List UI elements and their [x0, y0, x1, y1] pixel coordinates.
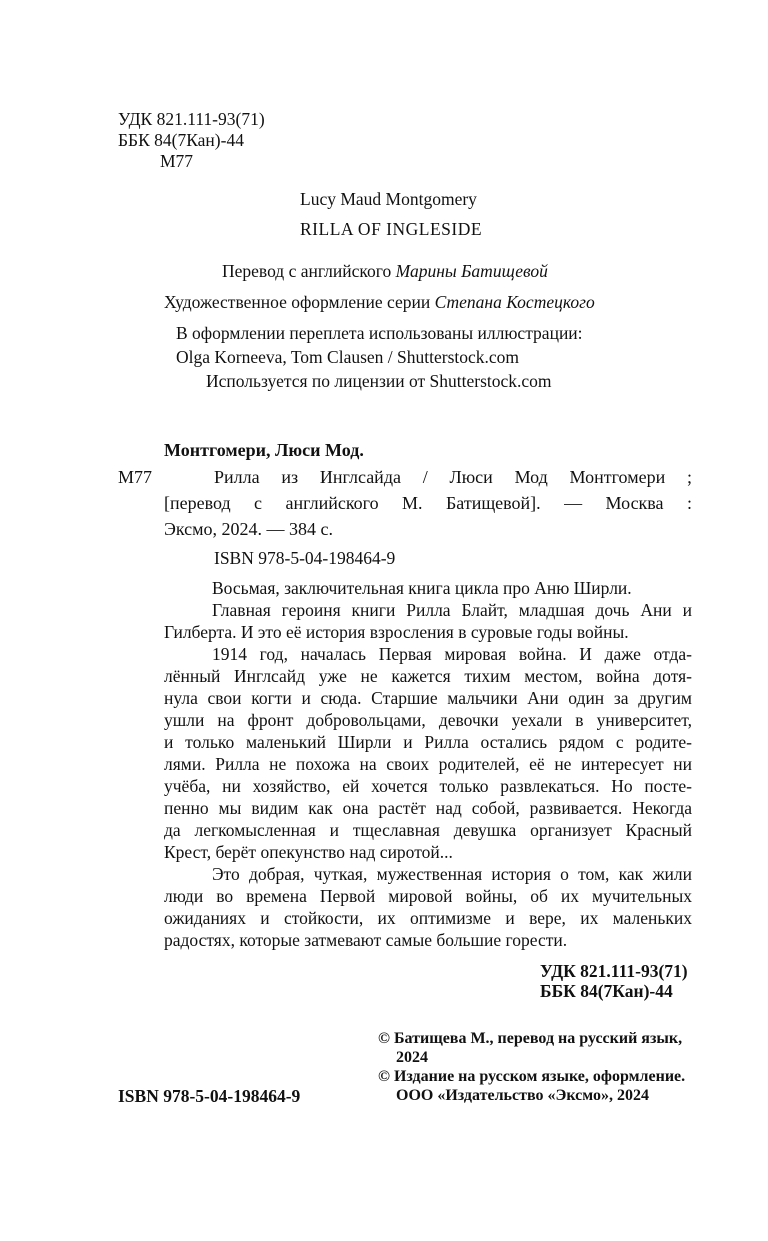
bib-isbn: ISBN 978-5-04-198464-9 — [214, 548, 396, 568]
annotation-line: да легкомысленная и тщеславная девушка организует Красный — [164, 820, 692, 840]
translation-credit — [222, 260, 548, 282]
annotation-line: и только маленький Ширли и Рилла остались рядом с родите- — [164, 732, 692, 752]
translation-prefix: Перевод с английского — [222, 261, 392, 281]
annotation-line: Крест, берёт опекунство над сиротой... — [164, 842, 453, 862]
illustrators: Olga Korneeva, Tom Clausen / Shutterstock.com — [176, 347, 520, 367]
original-title: RILLA OF INGLESIDE — [300, 219, 483, 239]
copyright-line-4: ООО «Издательство «Эксмо», 2024 — [396, 1087, 649, 1104]
annotation-line: ушли на фронт добровольцами, девочки уехали в университет, — [164, 710, 692, 730]
annotation — [164, 577, 692, 951]
original-author: Lucy Maud Montgomery — [300, 189, 477, 209]
annotation-line: нула свои когти и сюда. Старшие мальчики Ани один за другим — [164, 688, 692, 708]
translator-name: Марины Батищевой — [395, 261, 548, 281]
annotation-line: люди во времена Первой мировой войны, об их мучительных — [164, 886, 692, 906]
annotation-line: учёба, ни хозяйство, ей хочется только развлекаться. Но посте- — [164, 776, 692, 796]
bib-mark: М77 — [118, 467, 153, 487]
annotation-line: ожиданиях и стойкости, их оптимизме и вере, их маленьких — [164, 908, 692, 928]
copyright-line-1: © Батищева М., перевод на русский язык, — [378, 1030, 683, 1047]
author-mark-top: М77 — [160, 151, 194, 171]
design-prefix: Художественное оформление серии — [164, 292, 431, 312]
annotation-p1: Восьмая, заключительная книга цикла про Аню Ширли. — [212, 578, 632, 598]
bib-line-3: Эксмо, 2024. — 384 с. — [164, 519, 334, 539]
illustrations-line: В оформлении переплета использованы иллюстрации: — [176, 323, 583, 343]
bib-line-2: [перевод с английского М. Батищевой]. — Москва : — [164, 493, 692, 513]
udk-top: УДК 821.111-93(71) — [118, 109, 265, 129]
bib-line-1: Рилла из Инглсайда / Люси Мод Монтгомери ; — [214, 467, 692, 487]
bbk-top: ББК 84(7Кан)-44 — [118, 130, 244, 150]
annotation-line: радостях, которые затмевают самые большие горести. — [164, 930, 568, 950]
annotation-line: Гилберта. И это её история взросления в суровые годы войны. — [164, 622, 629, 642]
annotation-line: Это добрая, чуткая, мужественная история о том, как жили — [212, 864, 692, 884]
copyright-line-2: 2024 — [396, 1049, 428, 1066]
bib-heading: Монтгомери, Люси Мод. — [164, 440, 364, 460]
annotation-line: 1914 год, началась Первая мировая война. И даже отда- — [212, 644, 692, 664]
isbn-bottom: ISBN 978-5-04-198464-9 — [118, 1086, 301, 1106]
annotation-line: лями. Рилла не похожа на своих родителей, её не интересует ни — [164, 754, 692, 774]
annotation-line: лённый Инглсайд уже не кажется тихим местом, война дотя- — [164, 666, 692, 686]
udk-bottom: УДК 821.111-93(71) — [540, 961, 688, 981]
design-credit — [164, 291, 595, 313]
designer-name: Степана Костецкого — [434, 292, 595, 312]
annotation-line: Главная героиня книги Рилла Блайт, младшая дочь Ани и — [212, 600, 692, 620]
bbk-bottom: ББК 84(7Кан)-44 — [540, 981, 673, 1001]
copyright-line-3: © Издание на русском языке, оформление. — [378, 1068, 686, 1085]
license-line: Используется по лицензии от Shutterstock.com — [206, 371, 552, 391]
annotation-line: пенно мы видим как она растёт над собой, развивается. Некогда — [164, 798, 692, 818]
